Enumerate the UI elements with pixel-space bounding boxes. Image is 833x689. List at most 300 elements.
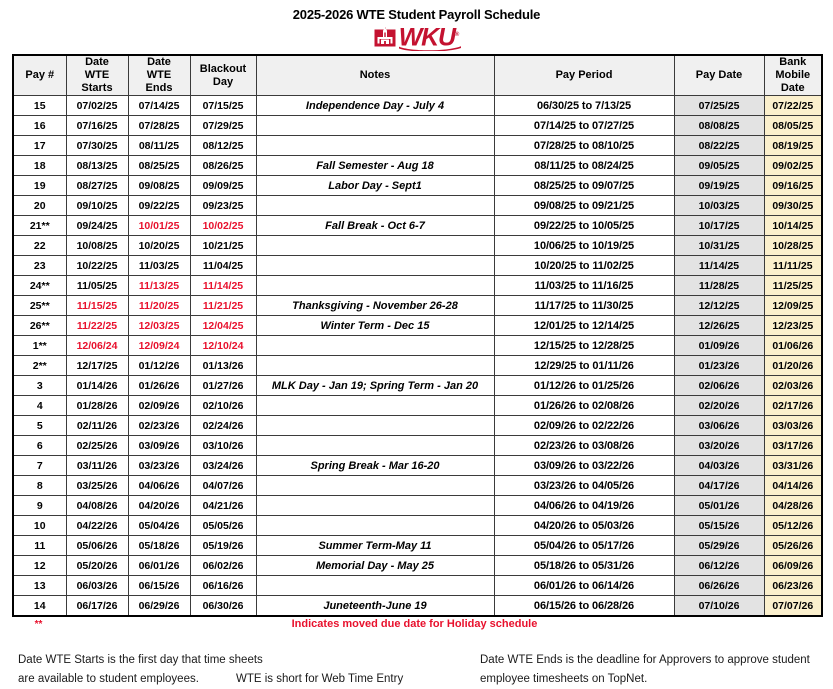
cell-notes	[256, 376, 494, 396]
cell-blackout-day	[190, 316, 256, 336]
cell-pay-number: 10	[13, 516, 66, 536]
cell-bank-mobile-date-text: 05/12/26	[772, 519, 814, 532]
cell-date-wte-starts-text: 10/22/25	[76, 259, 118, 272]
cell-bank-mobile-date	[764, 236, 822, 256]
cell-blackout-day	[190, 256, 256, 276]
cell-date-wte-ends	[128, 276, 190, 296]
cell-pay-period	[494, 476, 674, 496]
cell-pay-period-text: 03/23/26 to 04/05/26	[533, 479, 635, 492]
cell-pay-number: 6	[13, 436, 66, 456]
table-row	[13, 296, 822, 316]
cell-blackout-day-text: 11/04/25	[202, 259, 244, 272]
cell-pay-date-text: 06/26/26	[698, 579, 740, 592]
cell-date-wte-ends-text: 07/28/25	[138, 119, 180, 132]
cell-pay-period	[494, 216, 674, 236]
cell-date-wte-starts	[66, 96, 128, 116]
cell-bank-mobile-date-text: 08/19/25	[772, 139, 814, 152]
cell-date-wte-ends	[128, 396, 190, 416]
cell-pay-date	[674, 316, 764, 336]
cell-date-wte-starts	[66, 116, 128, 136]
cell-pay-number: 14	[13, 596, 66, 617]
cell-blackout-day-text: 09/09/25	[202, 179, 244, 192]
cell-bank-mobile-date	[764, 456, 822, 476]
cell-notes-text: MLK Day - Jan 19; Spring Term - Jan 20	[271, 379, 479, 392]
cell-pay-period	[494, 116, 674, 136]
cell-date-wte-ends	[128, 296, 190, 316]
cell-date-wte-starts-text: 10/08/25	[76, 239, 118, 252]
cell-date-wte-ends-text: 02/09/26	[138, 399, 180, 412]
cell-notes	[256, 476, 494, 496]
cell-bank-mobile-date	[764, 296, 822, 316]
col-header-bank-mobile-date: Bank Mobile Date	[764, 55, 822, 96]
cell-date-wte-starts-text: 03/11/26	[76, 459, 118, 472]
cell-notes	[256, 496, 494, 516]
cell-pay-date	[674, 516, 764, 536]
cell-pay-period	[494, 516, 674, 536]
cell-pay-period-text: 12/29/25 to 01/11/26	[534, 359, 634, 372]
legend	[0, 633, 833, 689]
cell-date-wte-ends-text: 02/23/26	[138, 419, 180, 432]
cell-pay-number: 25**	[13, 296, 66, 316]
cell-blackout-day	[190, 276, 256, 296]
cell-pay-date	[674, 576, 764, 596]
cell-bank-mobile-date	[764, 596, 822, 617]
table-row	[13, 116, 822, 136]
cell-blackout-day	[190, 596, 256, 617]
cell-bank-mobile-date-text: 04/28/26	[772, 499, 814, 512]
cell-notes-text: Thanksgiving - November 26-28	[292, 299, 458, 312]
cell-pay-date-text: 08/22/25	[698, 139, 740, 152]
cell-pay-date	[674, 216, 764, 236]
cell-date-wte-starts-text: 07/16/25	[76, 119, 118, 132]
cell-date-wte-starts-text: 03/25/26	[76, 479, 118, 492]
cell-pay-period-text: 11/17/25 to 11/30/25	[534, 299, 634, 312]
cell-notes	[256, 396, 494, 416]
cell-date-wte-ends	[128, 256, 190, 276]
cell-notes	[256, 456, 494, 476]
cell-date-wte-ends	[128, 236, 190, 256]
cell-pay-period-text: 09/22/25 to 10/05/25	[533, 219, 635, 232]
cell-bank-mobile-date-text: 03/31/26	[772, 459, 814, 472]
legend-right-line2: approve student employee timesheets on TopNet.	[480, 654, 810, 685]
cell-pay-period	[494, 316, 674, 336]
cell-pay-number: 20	[13, 196, 66, 216]
legend-left-line1: Date WTE Starts is the first day that time sheets	[18, 654, 263, 666]
table-row	[13, 216, 822, 236]
cell-date-wte-starts	[66, 576, 128, 596]
cell-blackout-day	[190, 216, 256, 236]
cell-date-wte-starts-text: 08/13/25	[76, 159, 118, 172]
cell-blackout-day-text: 09/23/25	[202, 199, 244, 212]
cell-pay-date-text: 09/05/25	[698, 159, 740, 172]
table-row	[13, 576, 822, 596]
table-row	[13, 336, 822, 356]
cell-pay-date	[674, 376, 764, 396]
cell-date-wte-starts-text: 01/14/26	[76, 379, 118, 392]
cell-date-wte-ends-text: 11/20/25	[138, 299, 180, 312]
cell-pay-number: 7	[13, 456, 66, 476]
cell-pay-date	[674, 596, 764, 617]
cell-date-wte-ends-text: 08/11/25	[138, 139, 180, 152]
wku-tower-icon	[374, 26, 396, 47]
cell-pay-date-text: 11/14/25	[698, 259, 740, 272]
cell-pay-period-text: 09/08/25 to 09/21/25	[533, 199, 635, 212]
cell-date-wte-starts-text: 09/24/25	[76, 219, 118, 232]
cell-date-wte-starts-text: 11/22/25	[76, 319, 118, 332]
cell-blackout-day	[190, 156, 256, 176]
cell-date-wte-ends	[128, 176, 190, 196]
cell-pay-number: 15	[13, 96, 66, 116]
cell-date-wte-starts	[66, 396, 128, 416]
cell-pay-period	[494, 496, 674, 516]
cell-bank-mobile-date	[764, 476, 822, 496]
cell-date-wte-starts	[66, 556, 128, 576]
table-row	[13, 316, 822, 336]
cell-bank-mobile-date-text: 02/17/26	[772, 399, 814, 412]
cell-notes-text: Fall Semester - Aug 18	[316, 159, 434, 172]
cell-date-wte-starts	[66, 496, 128, 516]
cell-pay-number: 21**	[13, 216, 66, 236]
cell-notes	[256, 596, 494, 617]
cell-notes	[256, 576, 494, 596]
cell-bank-mobile-date-text: 04/14/26	[772, 479, 814, 492]
cell-pay-period	[494, 296, 674, 316]
cell-bank-mobile-date-text: 07/22/25	[772, 99, 814, 112]
cell-date-wte-starts	[66, 536, 128, 556]
cell-bank-mobile-date	[764, 216, 822, 236]
cell-date-wte-ends-text: 11/13/25	[138, 279, 180, 292]
cell-bank-mobile-date-text: 10/28/25	[772, 239, 814, 252]
cell-pay-period-text: 06/01/26 to 06/14/26	[533, 579, 635, 592]
table-header-row	[13, 55, 822, 96]
footnote-row	[12, 618, 821, 633]
cell-bank-mobile-date-text: 09/02/25	[772, 159, 814, 172]
table-row	[13, 476, 822, 496]
cell-blackout-day-text: 03/24/26	[202, 459, 244, 472]
cell-date-wte-starts	[66, 236, 128, 256]
cell-notes	[256, 296, 494, 316]
cell-bank-mobile-date-text: 11/11/25	[772, 259, 813, 272]
cell-date-wte-starts-text: 12/17/25	[76, 359, 118, 372]
cell-pay-date	[674, 416, 764, 436]
cell-pay-period	[494, 96, 674, 116]
table-row	[13, 456, 822, 476]
cell-blackout-day-text: 05/19/26	[202, 539, 244, 552]
cell-date-wte-ends	[128, 356, 190, 376]
cell-date-wte-ends	[128, 316, 190, 336]
cell-blackout-day	[190, 116, 256, 136]
cell-pay-period	[494, 176, 674, 196]
cell-blackout-day	[190, 236, 256, 256]
cell-pay-date-text: 05/01/26	[698, 499, 740, 512]
cell-blackout-day-text: 02/10/26	[202, 399, 244, 412]
cell-blackout-day	[190, 576, 256, 596]
cell-date-wte-ends-text: 01/12/26	[138, 359, 180, 372]
cell-date-wte-starts	[66, 336, 128, 356]
cell-pay-number: 22	[13, 236, 66, 256]
cell-notes	[256, 516, 494, 536]
cell-pay-date	[674, 436, 764, 456]
cell-date-wte-starts	[66, 296, 128, 316]
cell-blackout-day	[190, 336, 256, 356]
cell-bank-mobile-date	[764, 136, 822, 156]
cell-pay-date-text: 02/20/26	[698, 399, 740, 412]
cell-notes	[256, 336, 494, 356]
cell-bank-mobile-date-text: 01/20/26	[772, 359, 814, 372]
cell-pay-period	[494, 236, 674, 256]
cell-pay-period-text: 05/04/26 to 05/17/26	[533, 539, 635, 552]
cell-pay-date-text: 11/28/25	[698, 279, 740, 292]
cell-pay-date	[674, 276, 764, 296]
cell-pay-period	[494, 356, 674, 376]
cell-pay-date-text: 05/15/26	[698, 519, 740, 532]
cell-notes-text: Labor Day - Sept1	[328, 179, 422, 192]
cell-date-wte-ends-text: 04/06/26	[138, 479, 180, 492]
cell-bank-mobile-date	[764, 436, 822, 456]
cell-blackout-day	[190, 356, 256, 376]
cell-pay-date	[674, 396, 764, 416]
cell-blackout-day-text: 11/14/25	[202, 279, 244, 292]
cell-pay-date-text: 03/06/26	[698, 419, 740, 432]
footnote-text: Indicates moved due date for Holiday schedule	[291, 618, 538, 630]
cell-date-wte-starts-text: 01/28/26	[76, 399, 118, 412]
cell-pay-period	[494, 196, 674, 216]
cell-bank-mobile-date-text: 07/07/26	[772, 599, 814, 612]
cell-date-wte-ends	[128, 596, 190, 617]
cell-pay-number: 26**	[13, 316, 66, 336]
wku-wordmark: WKU®	[398, 23, 460, 52]
cell-blackout-day-text: 04/21/26	[202, 499, 244, 512]
cell-pay-date	[674, 196, 764, 216]
cell-pay-date	[674, 176, 764, 196]
cell-date-wte-starts	[66, 276, 128, 296]
col-header-blackout-day: Blackout Day	[190, 55, 256, 96]
cell-pay-period-text: 07/14/25 to 07/27/25	[533, 119, 635, 132]
cell-date-wte-starts	[66, 256, 128, 276]
cell-date-wte-ends-text: 11/03/25	[138, 259, 180, 272]
cell-bank-mobile-date	[764, 116, 822, 136]
cell-blackout-day-text: 01/27/26	[202, 379, 244, 392]
cell-pay-period	[494, 576, 674, 596]
cell-blackout-day	[190, 176, 256, 196]
cell-pay-date-text: 12/12/25	[698, 299, 740, 312]
cell-date-wte-starts-text: 09/10/25	[76, 199, 118, 212]
cell-bank-mobile-date	[764, 256, 822, 276]
cell-date-wte-ends	[128, 436, 190, 456]
cell-date-wte-starts	[66, 376, 128, 396]
cell-pay-date-text: 06/12/26	[698, 559, 740, 572]
cell-pay-period	[494, 536, 674, 556]
cell-bank-mobile-date	[764, 196, 822, 216]
cell-date-wte-starts	[66, 596, 128, 617]
cell-date-wte-starts-text: 07/30/25	[76, 139, 118, 152]
footnote-marker: **	[34, 619, 43, 630]
payroll-schedule-table	[12, 54, 823, 617]
cell-bank-mobile-date	[764, 316, 822, 336]
cell-date-wte-ends	[128, 536, 190, 556]
cell-bank-mobile-date-text: 03/03/26	[772, 419, 814, 432]
legend-left-line2-row	[18, 670, 480, 689]
cell-pay-period	[494, 376, 674, 396]
cell-pay-date	[674, 476, 764, 496]
cell-bank-mobile-date-text: 06/23/26	[772, 579, 814, 592]
legend-left	[18, 651, 480, 689]
cell-bank-mobile-date	[764, 156, 822, 176]
logo-row	[0, 23, 833, 51]
cell-pay-period-text: 10/06/25 to 10/19/25	[533, 239, 635, 252]
cell-pay-number: 18	[13, 156, 66, 176]
cell-bank-mobile-date-text: 09/16/25	[772, 179, 814, 192]
cell-date-wte-starts	[66, 136, 128, 156]
cell-pay-date	[674, 556, 764, 576]
cell-blackout-day-text: 05/05/26	[202, 519, 244, 532]
cell-date-wte-starts	[66, 176, 128, 196]
cell-blackout-day	[190, 96, 256, 116]
cell-date-wte-ends-text: 05/18/26	[138, 539, 180, 552]
cell-pay-number: 9	[13, 496, 66, 516]
cell-date-wte-ends-text: 07/14/25	[138, 99, 180, 112]
cell-blackout-day	[190, 376, 256, 396]
cell-blackout-day-text: 01/13/26	[202, 359, 244, 372]
table-row	[13, 516, 822, 536]
cell-date-wte-ends-text: 06/29/26	[138, 599, 180, 612]
cell-date-wte-ends	[128, 416, 190, 436]
cell-bank-mobile-date-text: 05/26/26	[772, 539, 814, 552]
cell-notes	[256, 316, 494, 336]
table-row	[13, 496, 822, 516]
cell-pay-date-text: 10/31/25	[698, 239, 740, 252]
cell-pay-period-text: 02/23/26 to 03/08/26	[533, 439, 635, 452]
cell-date-wte-ends	[128, 216, 190, 236]
cell-notes-text: Memorial Day - May 25	[316, 559, 434, 572]
col-header-date-wte-ends: Date WTE Ends	[128, 55, 190, 96]
cell-date-wte-ends-text: 12/09/24	[138, 339, 180, 352]
cell-bank-mobile-date-text: 09/30/25	[772, 199, 814, 212]
cell-pay-date-text: 01/09/26	[698, 339, 740, 352]
cell-pay-number: 5	[13, 416, 66, 436]
cell-pay-number: 13	[13, 576, 66, 596]
cell-date-wte-ends-text: 09/08/25	[138, 179, 180, 192]
cell-blackout-day-text: 06/02/26	[202, 559, 244, 572]
cell-pay-date-text: 03/20/26	[698, 439, 740, 452]
cell-pay-number: 4	[13, 396, 66, 416]
table-row	[13, 356, 822, 376]
cell-pay-date	[674, 356, 764, 376]
cell-bank-mobile-date	[764, 356, 822, 376]
cell-pay-period-text: 04/20/26 to 05/03/26	[533, 519, 635, 532]
table-row	[13, 256, 822, 276]
table-row	[13, 556, 822, 576]
cell-blackout-day-text: 03/10/26	[202, 439, 244, 452]
cell-pay-period-text: 10/20/25 to 11/02/25	[534, 259, 634, 272]
cell-pay-period	[494, 156, 674, 176]
cell-pay-number: 23	[13, 256, 66, 276]
cell-blackout-day-text: 06/16/26	[202, 579, 244, 592]
cell-notes	[256, 276, 494, 296]
cell-date-wte-starts	[66, 476, 128, 496]
cell-date-wte-ends	[128, 196, 190, 216]
cell-pay-period-text: 03/09/26 to 03/22/26	[533, 459, 635, 472]
cell-bank-mobile-date	[764, 96, 822, 116]
cell-bank-mobile-date	[764, 416, 822, 436]
col-header-notes: Notes	[256, 55, 494, 96]
cell-date-wte-ends-text: 06/01/26	[138, 559, 180, 572]
cell-pay-period	[494, 256, 674, 276]
cell-notes	[256, 556, 494, 576]
cell-pay-date	[674, 96, 764, 116]
cell-notes	[256, 156, 494, 176]
cell-bank-mobile-date-text: 08/05/25	[772, 119, 814, 132]
cell-date-wte-starts-text: 02/25/26	[76, 439, 118, 452]
cell-date-wte-starts	[66, 416, 128, 436]
cell-notes-text: Juneteenth-June 19	[323, 599, 427, 612]
cell-blackout-day	[190, 536, 256, 556]
schedule-table-wrapper	[0, 54, 833, 617]
cell-pay-date-text: 08/08/25	[698, 119, 740, 132]
cell-date-wte-ends-text: 06/15/26	[138, 579, 180, 592]
cell-pay-date	[674, 156, 764, 176]
cell-date-wte-starts	[66, 316, 128, 336]
cell-bank-mobile-date	[764, 336, 822, 356]
cell-pay-date	[674, 496, 764, 516]
cell-notes-text: Fall Break - Oct 6-7	[325, 219, 425, 232]
cell-date-wte-ends	[128, 476, 190, 496]
cell-date-wte-ends	[128, 496, 190, 516]
cell-date-wte-starts-text: 08/27/25	[76, 179, 118, 192]
cell-bank-mobile-date	[764, 576, 822, 596]
cell-date-wte-starts	[66, 196, 128, 216]
cell-pay-period-text: 08/11/25 to 08/24/25	[534, 159, 634, 172]
cell-notes-text: Independence Day - July 4	[305, 99, 445, 112]
cell-pay-date-text: 04/17/26	[698, 479, 740, 492]
cell-blackout-day	[190, 496, 256, 516]
cell-notes	[256, 256, 494, 276]
cell-date-wte-starts-text: 04/08/26	[76, 499, 118, 512]
cell-date-wte-ends	[128, 116, 190, 136]
cell-notes-text: Spring Break - Mar 16-20	[310, 459, 440, 472]
cell-pay-number: 16	[13, 116, 66, 136]
cell-date-wte-starts-text: 12/06/24	[76, 339, 118, 352]
cell-notes	[256, 216, 494, 236]
cell-pay-number: 2**	[13, 356, 66, 376]
cell-pay-period-text: 02/09/26 to 02/22/26	[533, 419, 635, 432]
cell-pay-date-text: 10/17/25	[698, 219, 740, 232]
cell-date-wte-starts	[66, 516, 128, 536]
cell-bank-mobile-date-text: 06/09/26	[772, 559, 814, 572]
cell-pay-date-text: 02/06/26	[698, 379, 740, 392]
cell-pay-period-text: 12/15/25 to 12/28/25	[533, 339, 635, 352]
table-row	[13, 96, 822, 116]
table-row	[13, 536, 822, 556]
cell-pay-date-text: 07/10/26	[698, 599, 740, 612]
cell-date-wte-ends-text: 08/25/25	[138, 159, 180, 172]
cell-notes	[256, 436, 494, 456]
cell-notes	[256, 136, 494, 156]
table-row	[13, 136, 822, 156]
cell-pay-date	[674, 116, 764, 136]
cell-pay-date-text: 10/03/25	[698, 199, 740, 212]
cell-notes	[256, 196, 494, 216]
table-row	[13, 416, 822, 436]
col-header-pay-period: Pay Period	[494, 55, 674, 96]
cell-date-wte-starts	[66, 356, 128, 376]
legend-right	[480, 651, 815, 689]
cell-blackout-day-text: 02/24/26	[202, 419, 244, 432]
cell-pay-date-text: 04/03/26	[698, 459, 740, 472]
cell-date-wte-ends-text: 04/20/26	[138, 499, 180, 512]
cell-blackout-day	[190, 436, 256, 456]
cell-pay-number: 19	[13, 176, 66, 196]
